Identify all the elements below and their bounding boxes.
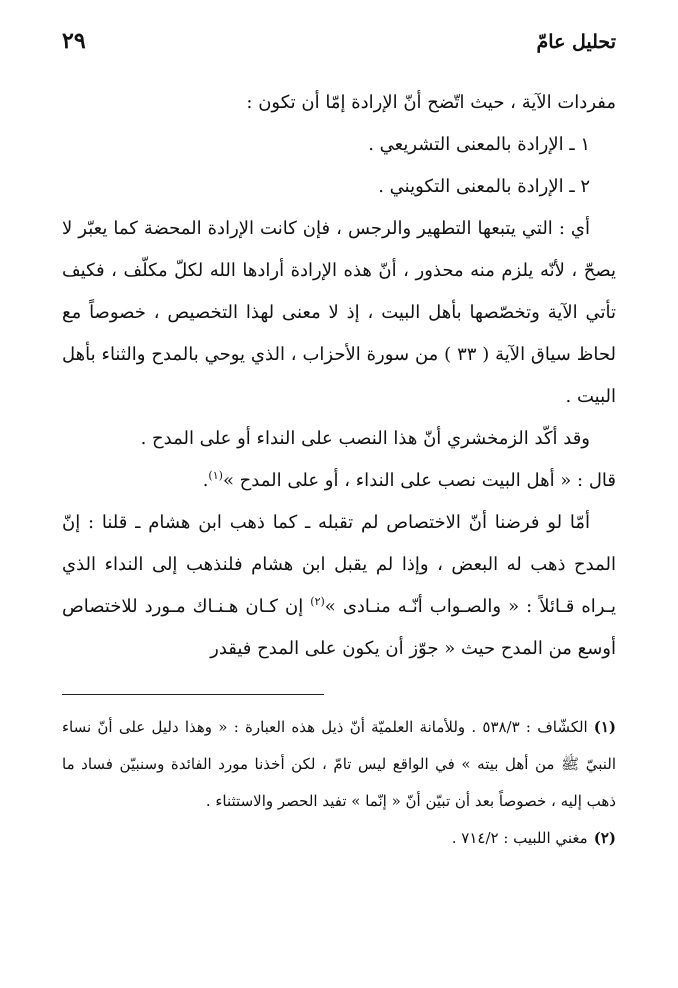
footnote-number-2: (٢) — [593, 829, 616, 847]
paragraph-ibn-hisham-part-a: أمّا لو فرضنا أنّ الاختصاص لم تقبله ـ كما ذهب ابن هشام ـ قلنا : إنّ المدح ذهب له البعض ، وإذا لم يقبل ابن هشام فلنذهب إلى النداء الذي يـراه قـائلاً : « والصـواب أنّـه منـادى » — [62, 512, 616, 617]
paragraph-zamakhshari: وقد أكّد الزمخشري أنّ هذا النصب على النداء أو على المدح . — [140, 428, 590, 449]
quote-end: . — [202, 470, 209, 491]
paragraph-explanation: أي : التي يتبعها التطهير والرجس ، فإن كانت الإرادة المحضة كما يعبّر لا يصحّ ، لأنّه يلزم منه محذور ، أنّ هذه الإرادة أرادها الله لكلّ مكلّف ، فكيف تأتي الآية وتخصّصها بأهل البيت ، إذ لا معنى لهذا التخصيص ، خصوصاً مع لحاظ سياق الآية ( ٣٣ ) من سورة الأحزاب ، الذي يوحي بالمدح والثناء بأهل البيت . — [62, 218, 616, 407]
list-item-creational: ٢ ـ الإرادة بالمعنى التكويني . — [378, 176, 590, 197]
list-item-legislative: ١ ـ الإرادة بالمعنى التشريعي . — [368, 134, 590, 155]
footnote-number-1: (١) — [593, 718, 616, 736]
footnote-text-1: الكشّاف : ٥٣٨/٣ . وللأمانة العلميّة أنّ ذيل هذه العبارة : « وهذا دليل على أنّ نساء النبيّ ﷺ من أهل بيته » في الواقع ليس تامّ ، لكن أخذنا مورد الفائدة وسنبيّن فساد ما ذهب إليه ، خصوصاً بعد أن تبيّن أنّ « إنّما » تفيد الحصر والاستثناء . — [62, 718, 616, 810]
main-text — [62, 82, 616, 670]
quote-text: قال : « أهل البيت نصب على النداء ، أو على المدح » — [222, 470, 616, 491]
footnote-ref-1[interactable]: (١) — [208, 469, 223, 482]
paragraph-ibn-hisham — [62, 502, 616, 670]
footnote-text-2: مغني اللبيب : ٧١٤/٢ . — [451, 829, 588, 847]
running-title: تحليل عامّ — [536, 31, 616, 53]
paragraph-ibn-hisham-part-b: إن كـان هـنـاك مـورد للاختصاص أوسع من المدح حيث « جوّز أن يكون على المدح فيقدر — [62, 596, 616, 659]
footnotes — [62, 709, 616, 857]
footnote-2 — [62, 820, 616, 857]
footnote-1 — [62, 709, 616, 820]
footnote-rule-wrapper — [62, 694, 616, 695]
footnote-divider — [62, 694, 324, 695]
paragraph-intro: مفردات الآية ، حيث اتّضح أنّ الإرادة إمّا أن تكون : — [246, 92, 616, 113]
page-header — [62, 28, 616, 68]
page-number: ٢٩ — [62, 28, 86, 54]
paragraph-quote — [62, 460, 616, 502]
footnote-ref-2[interactable]: (٢) — [310, 595, 325, 608]
